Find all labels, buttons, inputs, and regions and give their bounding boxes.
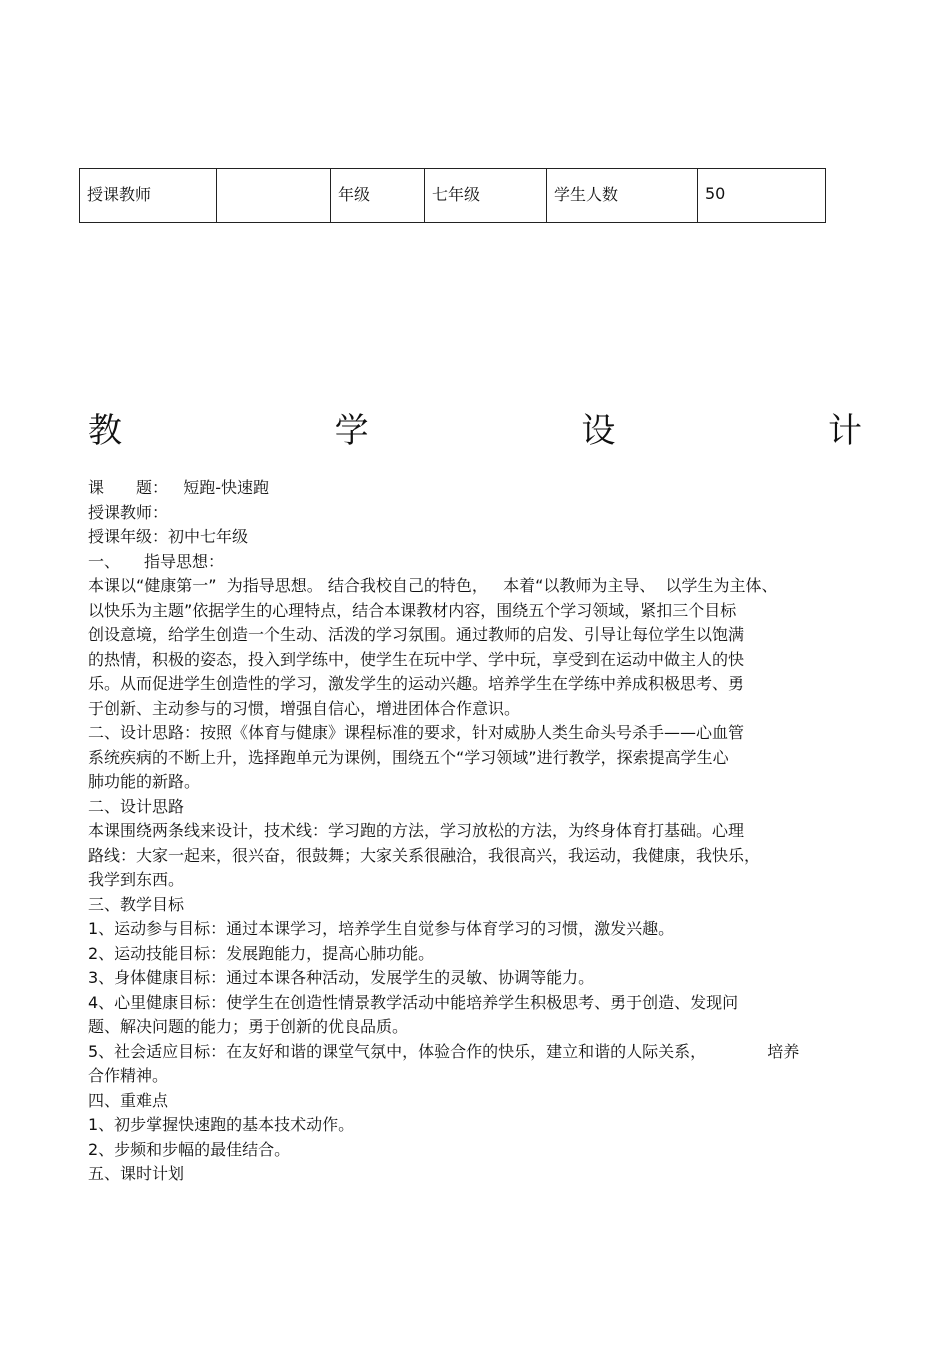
teacher-line: 授课教师： bbox=[88, 502, 169, 522]
paragraph-line: 本课围绕两条线来设计，技术线：学习跑的方法，学习放松的方法，为终身体育打基础。心理 bbox=[88, 821, 745, 840]
info-table bbox=[79, 168, 826, 223]
paragraph-line: 的热情，积极的姿态，投入到学练中，使学生在玩中学、学中玩，享受到在运动中做主人的快 bbox=[88, 649, 745, 669]
paragraph-line: 肺功能的新路。 bbox=[88, 772, 201, 791]
list-item: 5、社会适应目标：在友好和谐的课堂气氛中，体验合作的快乐，建立和谐的人际关系， 培养 bbox=[88, 1041, 800, 1061]
list-item: 4、心里健康目标：使学生在创造性情景教学活动中能培养学生积极思考、勇于创造、发现问 bbox=[88, 992, 739, 1012]
section-heading: 二、设计思路 bbox=[88, 796, 185, 816]
teacher-value bbox=[217, 169, 331, 223]
student-count-label: 学生人数 bbox=[547, 169, 698, 223]
paragraph-line: 于创新、主动参与的习惯，增强自信心，增进团体合作意识。 bbox=[88, 698, 521, 718]
document-body bbox=[88, 476, 868, 1187]
title-char: 教 bbox=[88, 411, 122, 451]
grade-label: 年级 bbox=[331, 169, 425, 223]
list-item: 1、运动参与目标：通过本课学习，培养学生自觉参与体育学习的习惯，激发兴趣。 bbox=[88, 919, 675, 938]
title-char: 学 bbox=[334, 411, 369, 451]
list-item: 合作精神。 bbox=[88, 1066, 169, 1085]
title-char: 设 bbox=[581, 411, 616, 451]
section-heading: 五、课时计划 bbox=[88, 1164, 185, 1183]
list-item: 3、身体健康目标：通过本课各种活动，发展学生的灵敏、协调等能力。 bbox=[88, 968, 595, 987]
page-title bbox=[88, 408, 862, 454]
student-count-value: 50 bbox=[698, 169, 826, 223]
paragraph-line: 路线：大家一起来，很兴奋，很鼓舞；大家关系很融洽，我很高兴，我运动，我健康，我快乐， bbox=[88, 845, 761, 865]
section-heading: 三、教学目标 bbox=[88, 894, 185, 914]
list-item: 2、步频和步幅的最佳结合。 bbox=[88, 1139, 291, 1159]
teacher-label: 授课教师 bbox=[80, 169, 217, 223]
list-item: 1、初步掌握快速跑的基本技术动作。 bbox=[88, 1115, 355, 1134]
paragraph-line: 二、设计思路：按照《体育与健康》课程标准的要求，针对威胁人类生命头号杀手——心血管 bbox=[88, 723, 745, 742]
list-item: 2、运动技能目标：发展跑能力，提高心肺功能。 bbox=[88, 943, 435, 963]
paragraph-line: 乐。从而促进学生创造性的学习，激发学生的运动兴趣。培养学生在学练中养成积极思考、勇 bbox=[88, 674, 745, 693]
paragraph-line: 我学到东西。 bbox=[88, 870, 185, 889]
paragraph-line: 创设意境，给学生创造一个生动、活泼的学习氛围。通过教师的启发、引导让每位学生以饱满 bbox=[88, 625, 745, 644]
grade-value: 七年级 bbox=[425, 169, 547, 223]
info-table-row bbox=[80, 169, 826, 223]
lesson-topic-line: 课 题： 短跑-快速跑 bbox=[88, 478, 270, 497]
paragraph-line: 系统疾病的不断上升，选择跑单元为课例，围绕五个“学习领域”进行教学，探索提高学生心 bbox=[88, 747, 729, 767]
section-heading: 一、 指导思想： bbox=[88, 551, 225, 571]
paragraph-line: 以快乐为主题”依据学生的心理特点，结合本课教材内容，围绕五个学习领域，紧扣三个目标 bbox=[88, 600, 737, 620]
section-heading: 四、重难点 bbox=[88, 1090, 169, 1110]
title-char: 计 bbox=[827, 411, 862, 451]
paragraph-line: 本课以“健康第一” 为指导思想。 结合我校自己的特色， 本着“以教师为主导、 以学生为主体、 bbox=[88, 576, 778, 595]
list-item: 题、解决问题的能力；勇于创新的优良品质。 bbox=[88, 1017, 409, 1036]
grade-line: 授课年级：初中七年级 bbox=[88, 527, 249, 546]
